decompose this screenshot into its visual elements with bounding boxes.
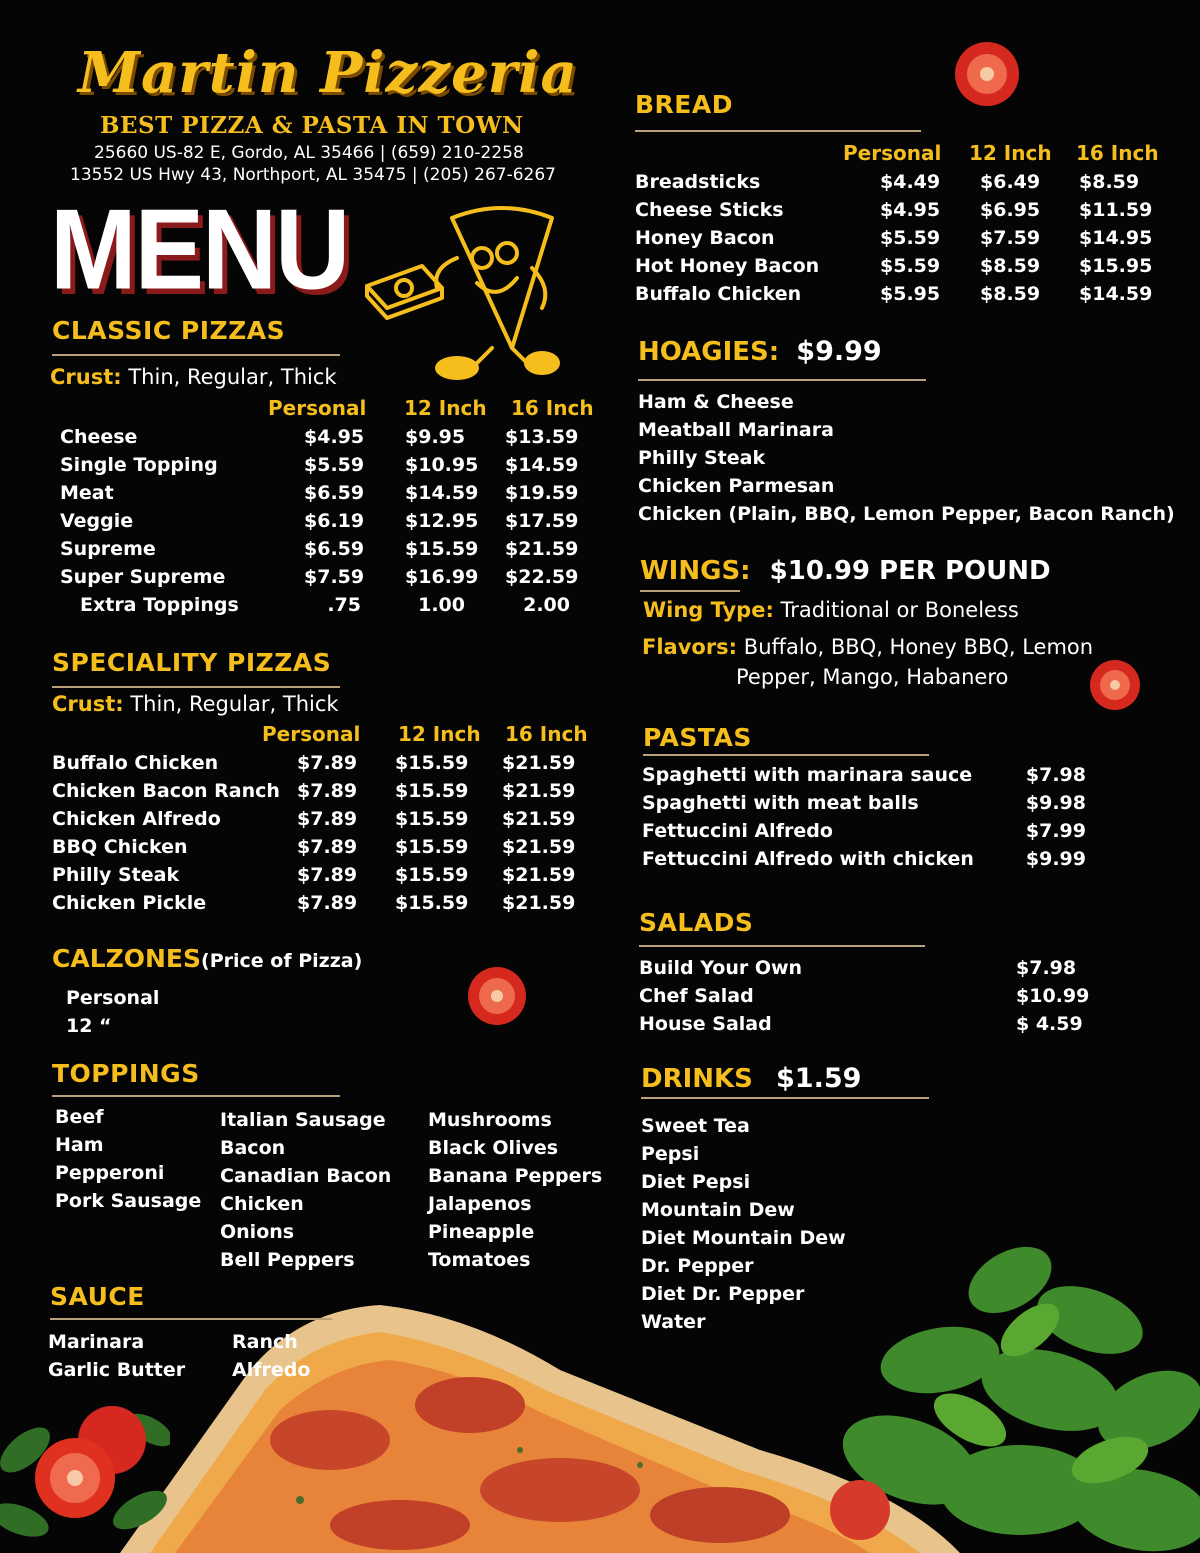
menu-item-name: Chicken Alfredo xyxy=(52,808,221,830)
topping-item: Beef xyxy=(55,1106,104,1128)
hoagies-heading xyxy=(638,336,882,367)
menu-item-name: Breadsticks xyxy=(635,171,761,193)
sauce-item: Ranch xyxy=(232,1331,298,1353)
crust-value: Thin, Regular, Thick xyxy=(130,692,339,716)
speciality-pizzas-title: SPECIALITY PIZZAS xyxy=(52,648,332,677)
menu-item-name: Cheese xyxy=(60,426,138,448)
pasta-item-name: Spaghetti with meat balls xyxy=(642,792,919,814)
price-16-inch: $15.95 xyxy=(1079,255,1153,277)
topping-item: Black Olives xyxy=(428,1137,559,1159)
col-16-inch: 16 Inch xyxy=(511,396,594,420)
price-16-inch: $21.59 xyxy=(505,538,579,560)
menu-item-name: Super Supreme xyxy=(60,566,226,588)
calzone-personal: Personal xyxy=(66,987,160,1009)
price-16-inch: $19.59 xyxy=(505,482,579,504)
topping-item: Ham xyxy=(55,1134,104,1156)
col-12-inch: 12 Inch xyxy=(404,396,487,420)
price-personal: $4.95 xyxy=(880,199,941,221)
salad-item-name: Chef Salad xyxy=(639,985,754,1007)
price-16-inch: $21.59 xyxy=(502,808,576,830)
menu-item-name: Supreme xyxy=(60,538,156,560)
price-12-inch: $14.59 xyxy=(405,482,479,504)
price-16-inch: 2.00 xyxy=(523,594,570,616)
menu-item-name: Single Topping xyxy=(60,454,218,476)
price-12-inch: $8.59 xyxy=(980,283,1041,305)
wings-heading xyxy=(640,556,1051,586)
price-12-inch: $15.59 xyxy=(395,808,469,830)
drink-item: Pepsi xyxy=(641,1143,700,1165)
topping-item: Onions xyxy=(220,1221,295,1243)
pasta-item-price: $7.99 xyxy=(1025,820,1086,842)
price-12-inch: $15.59 xyxy=(395,892,469,914)
calzones-heading xyxy=(52,944,362,973)
menu-item-name: Veggie xyxy=(60,510,134,532)
wing-flavors xyxy=(642,635,1093,659)
hoagie-item: Ham & Cheese xyxy=(638,391,794,413)
price-personal: $5.59 xyxy=(304,454,365,476)
hoagies-title: HOAGIES: xyxy=(638,337,780,367)
drinks-divider xyxy=(641,1097,929,1099)
menu-item-name: Extra Toppings xyxy=(80,594,239,616)
menu-item-name: Hot Honey Bacon xyxy=(635,255,820,277)
menu-item-name: Philly Steak xyxy=(52,864,180,886)
drink-item: Sweet Tea xyxy=(641,1115,750,1137)
drink-item: Mountain Dew xyxy=(641,1199,795,1221)
price-personal: $7.89 xyxy=(297,864,358,886)
price-16-inch: $21.59 xyxy=(502,836,576,858)
topping-item: Banana Peppers xyxy=(428,1165,603,1187)
price-16-inch: $22.59 xyxy=(505,566,579,588)
tomato-icon xyxy=(952,40,1022,108)
crust-label: Crust: xyxy=(52,692,124,716)
col-personal: Personal xyxy=(262,722,361,746)
salads-title: SALADS xyxy=(639,908,754,937)
price-12-inch: $10.95 xyxy=(405,454,479,476)
pasta-item-name: Spaghetti with marinara sauce xyxy=(642,764,973,786)
pastas-title: PASTAS xyxy=(643,723,752,752)
topping-item: Mushrooms xyxy=(428,1109,552,1131)
col-16-inch: 16 Inch xyxy=(505,722,588,746)
menu-item-name: Buffalo Chicken xyxy=(52,752,219,774)
sauce-item: Marinara xyxy=(48,1331,145,1353)
classic-pizzas-title: CLASSIC PIZZAS xyxy=(52,316,286,345)
menu-item-name: Cheese Sticks xyxy=(635,199,784,221)
classic-divider xyxy=(52,354,340,356)
toppings-title: TOPPINGS xyxy=(52,1059,200,1088)
price-16-inch: $21.59 xyxy=(502,780,576,802)
price-12-inch: $15.59 xyxy=(395,780,469,802)
brand-name: Martin Pizzeria xyxy=(78,40,578,106)
calzones-title: CALZONES xyxy=(52,944,202,973)
tomato-icon xyxy=(466,965,528,1027)
wings-divider xyxy=(640,590,740,592)
salad-item-price: $ 4.59 xyxy=(1016,1013,1083,1035)
hoagie-item: Chicken (Plain, BBQ, Lemon Pepper, Bacon Ranch) xyxy=(638,503,1175,525)
price-personal: $7.89 xyxy=(297,836,358,858)
crust-label: Crust: xyxy=(50,365,122,389)
calzone-12-inch: 12 “ xyxy=(66,1015,112,1037)
price-12-inch: $6.49 xyxy=(980,171,1041,193)
sauce-divider xyxy=(50,1318,332,1320)
calzones-note: (Price of Pizza) xyxy=(201,950,363,972)
price-16-inch: $21.59 xyxy=(502,752,576,774)
drinks-heading xyxy=(641,1063,861,1094)
salad-item-price: $10.99 xyxy=(1016,985,1090,1007)
menu-item-name: Chicken Pickle xyxy=(52,892,207,914)
price-personal: $6.59 xyxy=(304,538,365,560)
drink-item: Diet Pepsi xyxy=(641,1171,751,1193)
flavors-line2: Pepper, Mango, Habanero xyxy=(736,665,1009,689)
hoagies-divider xyxy=(638,379,926,381)
drink-item: Dr. Pepper xyxy=(641,1255,754,1277)
price-16-inch: $14.59 xyxy=(505,454,579,476)
price-16-inch: $14.95 xyxy=(1079,227,1153,249)
topping-item: Italian Sausage xyxy=(220,1109,386,1131)
drinks-price: $1.59 xyxy=(776,1063,862,1094)
hoagie-item: Chicken Parmesan xyxy=(638,475,835,497)
col-12-inch: 12 Inch xyxy=(398,722,481,746)
price-16-inch: $8.59 xyxy=(1079,171,1140,193)
basil-image xyxy=(820,1210,1200,1553)
price-12-inch: $15.59 xyxy=(405,538,479,560)
price-personal: $7.89 xyxy=(297,808,358,830)
topping-item: Pineapple xyxy=(428,1221,535,1243)
speciality-divider xyxy=(52,686,340,688)
toppings-divider xyxy=(52,1095,340,1097)
price-personal: $5.95 xyxy=(880,283,941,305)
classic-crust xyxy=(50,365,337,389)
drinks-title: DRINKS xyxy=(641,1064,753,1094)
price-12-inch: 1.00 xyxy=(418,594,465,616)
flavors-label: Flavors: xyxy=(642,635,738,659)
price-12-inch: $15.59 xyxy=(395,864,469,886)
col-12-inch: 12 Inch xyxy=(969,141,1052,165)
drink-item: Diet Dr. Pepper xyxy=(641,1283,805,1305)
bread-divider xyxy=(635,130,921,132)
price-personal: $6.59 xyxy=(304,482,365,504)
tomato-icon xyxy=(1088,658,1142,712)
address-northport: 13552 US Hwy 43, Northport, AL 35475 | (205) 267-6267 xyxy=(70,165,556,185)
price-personal: $5.59 xyxy=(880,227,941,249)
crust-value: Thin, Regular, Thick xyxy=(128,365,337,389)
price-personal: $4.95 xyxy=(304,426,365,448)
price-12-inch: $7.59 xyxy=(980,227,1041,249)
pasta-item-name: Fettuccini Alfredo with chicken xyxy=(642,848,974,870)
tomato-cluster-image xyxy=(0,1390,170,1553)
sauce-item: Garlic Butter xyxy=(48,1359,186,1381)
pizza-mascot-icon xyxy=(362,198,562,383)
price-personal: $6.19 xyxy=(304,510,365,532)
topping-item: Tomatoes xyxy=(428,1249,531,1271)
price-personal: $7.89 xyxy=(297,892,358,914)
sauce-title: SAUCE xyxy=(50,1282,145,1311)
wing-type-value: Traditional or Boneless xyxy=(780,598,1019,622)
pasta-item-price: $9.99 xyxy=(1025,848,1086,870)
price-16-inch: $13.59 xyxy=(505,426,579,448)
price-12-inch: $16.99 xyxy=(405,566,479,588)
price-personal: $7.89 xyxy=(297,780,358,802)
topping-item: Chicken xyxy=(220,1193,304,1215)
salads-divider xyxy=(639,945,925,947)
topping-item: Canadian Bacon xyxy=(220,1165,392,1187)
pasta-item-price: $9.98 xyxy=(1025,792,1086,814)
salad-item-name: Build Your Own xyxy=(639,957,803,979)
price-12-inch: $15.59 xyxy=(395,836,469,858)
hoagies-price: $9.99 xyxy=(796,336,882,367)
price-12-inch: $8.59 xyxy=(980,255,1041,277)
topping-item: Pepperoni xyxy=(55,1162,165,1184)
col-personal: Personal xyxy=(843,141,942,165)
sauce-item: Alfredo xyxy=(232,1359,311,1381)
price-personal: $7.89 xyxy=(297,752,358,774)
price-16-inch: $21.59 xyxy=(502,864,576,886)
menu-item-name: Chicken Bacon Ranch xyxy=(52,780,280,802)
topping-item: Jalapenos xyxy=(428,1193,532,1215)
drink-item: Water xyxy=(641,1311,706,1333)
menu-item-name: Meat xyxy=(60,482,114,504)
price-16-inch: $17.59 xyxy=(505,510,579,532)
price-personal: $5.59 xyxy=(880,255,941,277)
price-16-inch: $21.59 xyxy=(502,892,576,914)
col-16-inch: 16 Inch xyxy=(1076,141,1159,165)
salad-item-price: $7.98 xyxy=(1016,957,1077,979)
flavors-line1: Buffalo, BBQ, Honey BBQ, Lemon xyxy=(743,635,1094,659)
hoagie-item: Philly Steak xyxy=(638,447,766,469)
speciality-crust xyxy=(52,692,339,716)
price-personal: $7.59 xyxy=(304,566,365,588)
pasta-item-price: $7.98 xyxy=(1025,764,1086,786)
drink-item: Diet Mountain Dew xyxy=(641,1227,846,1249)
price-personal: .75 xyxy=(327,594,361,616)
price-12-inch: $6.95 xyxy=(980,199,1041,221)
pastas-divider xyxy=(643,754,929,756)
wings-title: WINGS: xyxy=(640,556,751,586)
price-16-inch: $14.59 xyxy=(1079,283,1153,305)
topping-item: Pork Sausage xyxy=(55,1190,202,1212)
wings-price: $10.99 PER POUND xyxy=(769,556,1051,586)
salad-item-name: House Salad xyxy=(639,1013,772,1035)
pasta-item-name: Fettuccini Alfredo xyxy=(642,820,833,842)
wing-type xyxy=(643,598,1019,622)
address-gordo: 25660 US-82 E, Gordo, AL 35466 | (659) 210-2258 xyxy=(94,143,524,163)
price-12-inch: $12.95 xyxy=(405,510,479,532)
menu-item-name: Buffalo Chicken xyxy=(635,283,802,305)
menu-item-name: Honey Bacon xyxy=(635,227,775,249)
price-12-inch: $15.59 xyxy=(395,752,469,774)
menu-item-name: BBQ Chicken xyxy=(52,836,188,858)
price-12-inch: $9.95 xyxy=(405,426,466,448)
price-16-inch: $11.59 xyxy=(1079,199,1153,221)
wing-type-label: Wing Type: xyxy=(643,598,774,622)
col-personal: Personal xyxy=(268,396,367,420)
brand-tagline: BEST PIZZA & PASTA IN TOWN xyxy=(100,112,524,139)
bread-title: BREAD xyxy=(635,90,733,119)
menu-title: MENU xyxy=(50,186,349,314)
price-personal: $4.49 xyxy=(880,171,941,193)
hoagie-item: Meatball Marinara xyxy=(638,419,834,441)
topping-item: Bacon xyxy=(220,1137,286,1159)
topping-item: Bell Peppers xyxy=(220,1249,355,1271)
